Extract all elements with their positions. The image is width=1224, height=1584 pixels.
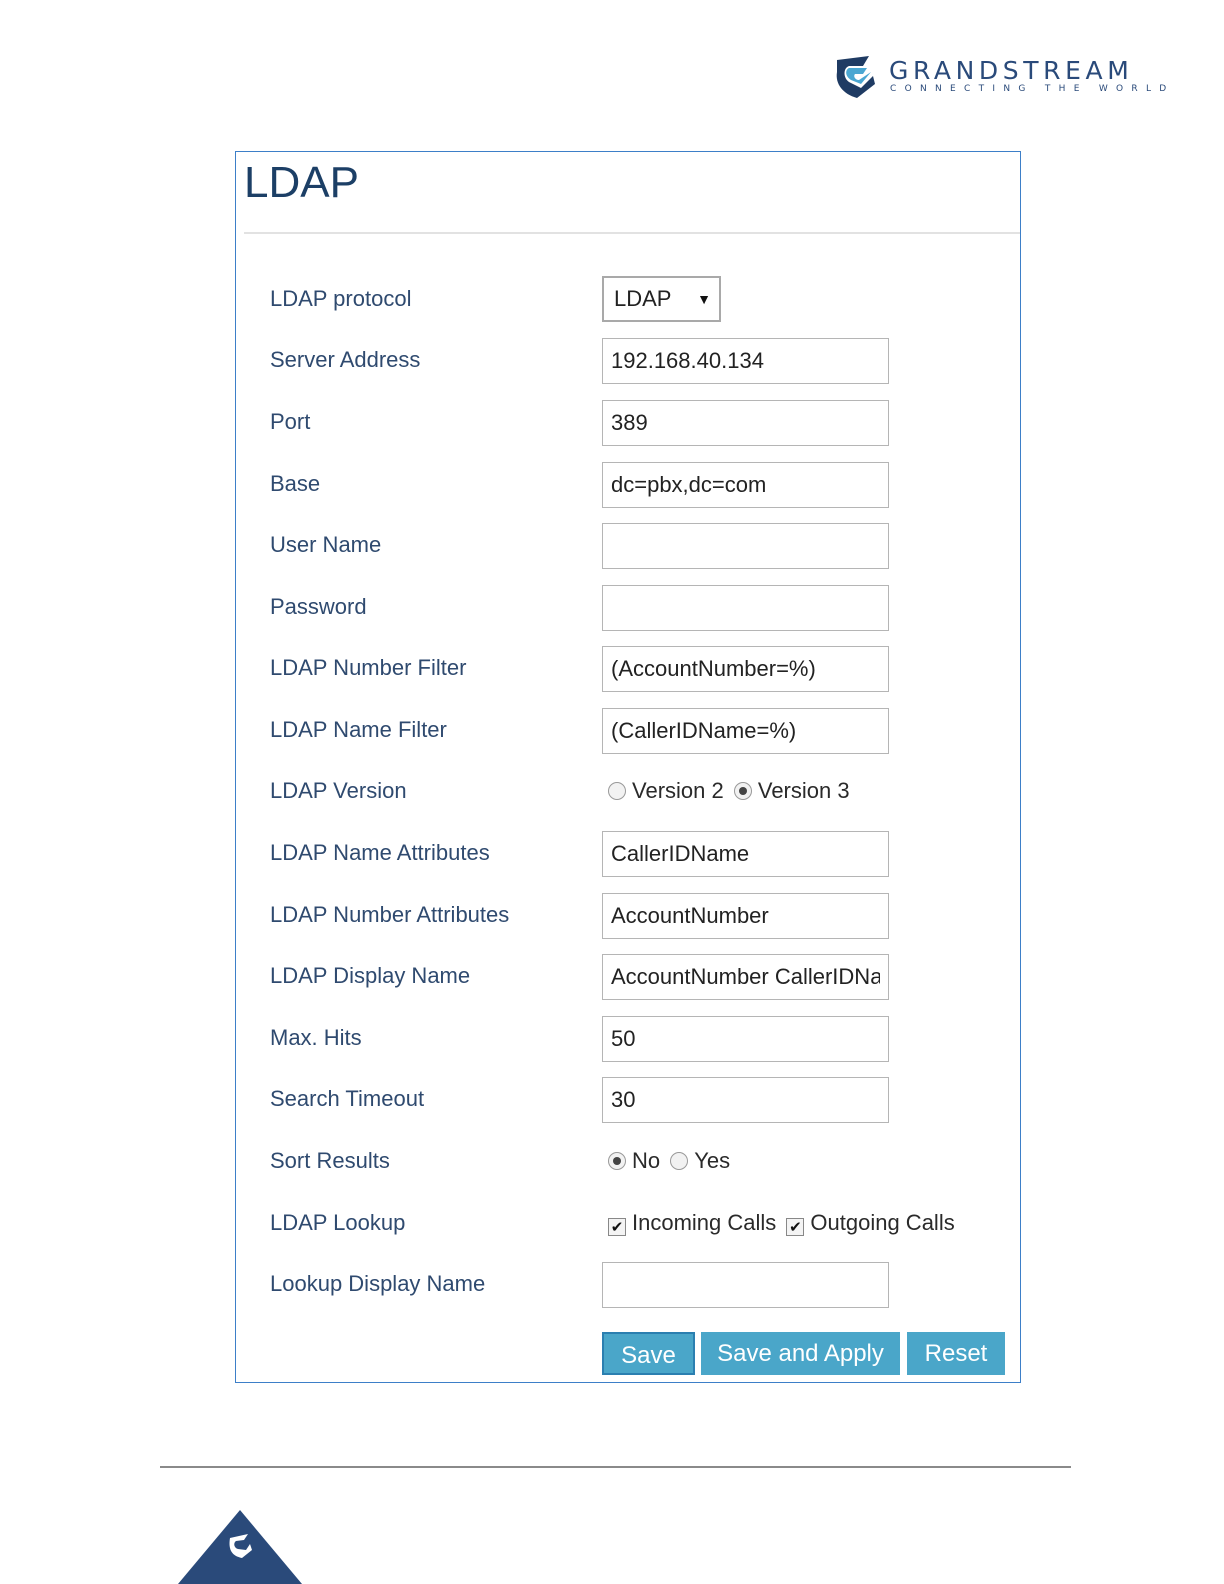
incoming-calls-label: Incoming Calls <box>632 1210 777 1235</box>
password-label: Password <box>270 594 367 619</box>
port-label: Port <box>270 409 311 434</box>
sort-yes-option[interactable] <box>670 1136 730 1186</box>
server-address-input[interactable] <box>602 338 889 384</box>
row-ldap-protocol <box>236 274 1022 324</box>
sort-yes-label: Yes <box>694 1148 731 1173</box>
chevron-down-icon: ▼ <box>697 291 711 307</box>
number-attributes-input[interactable] <box>602 893 889 939</box>
outgoing-calls-option[interactable] <box>786 1198 954 1248</box>
footer-divider <box>160 1466 1071 1468</box>
row-number-filter <box>236 643 1022 693</box>
base-input[interactable] <box>602 462 889 508</box>
max-hits-input[interactable] <box>602 1016 889 1062</box>
row-name-filter <box>236 705 1022 755</box>
save-button[interactable]: Save <box>602 1332 695 1375</box>
version-2-label: Version 2 <box>632 778 724 803</box>
lookup-display-name-label: Lookup Display Name <box>270 1271 486 1296</box>
title-divider <box>244 232 1020 234</box>
outgoing-calls-label: Outgoing Calls <box>810 1210 955 1235</box>
name-attributes-input[interactable] <box>602 831 889 877</box>
save-and-apply-button[interactable]: Save and Apply <box>701 1332 900 1375</box>
sort-no-option[interactable] <box>608 1136 660 1186</box>
row-display-name <box>236 951 1022 1001</box>
brand-tagline: CONNECTING THE WORLD <box>890 84 1175 94</box>
display-name-input[interactable] <box>602 954 889 1000</box>
row-name-attributes <box>236 828 1022 878</box>
ldap-lookup-options <box>608 1198 959 1248</box>
user-name-input[interactable] <box>602 523 889 569</box>
grandstream-logo-icon <box>833 54 879 100</box>
row-sort-results <box>236 1136 1022 1186</box>
ldap-protocol-value: LDAP <box>614 286 672 311</box>
number-filter-input[interactable] <box>602 646 889 692</box>
ldap-protocol-select[interactable] <box>602 276 721 322</box>
page-title: LDAP <box>244 158 359 207</box>
grandstream-logo <box>833 54 1175 100</box>
version-2-radio[interactable] <box>608 782 626 800</box>
port-input[interactable] <box>602 400 889 446</box>
search-timeout-input[interactable] <box>602 1077 889 1123</box>
name-attributes-label: LDAP Name Attributes <box>270 840 490 865</box>
ldap-panel <box>235 151 1021 1383</box>
search-timeout-label: Search Timeout <box>270 1086 425 1111</box>
brand-name: GRANDSTREAM <box>889 56 1134 85</box>
display-name-label: LDAP Display Name <box>270 963 471 988</box>
grandstream-footer-icon <box>178 1510 302 1584</box>
ldap-version-options <box>608 766 854 816</box>
row-ldap-version <box>236 766 1022 816</box>
row-port <box>236 397 1022 447</box>
user-name-label: User Name <box>270 532 382 557</box>
number-attributes-label: LDAP Number Attributes <box>270 902 510 927</box>
name-filter-input[interactable] <box>602 708 889 754</box>
row-ldap-lookup <box>236 1198 1022 1248</box>
incoming-calls-checkbox[interactable]: ✔ <box>608 1218 626 1236</box>
row-lookup-display-name <box>236 1259 1022 1309</box>
row-password <box>236 582 1022 632</box>
server-address-label: Server Address <box>270 347 421 372</box>
base-label: Base <box>270 471 321 496</box>
row-base <box>236 459 1022 509</box>
version-3-radio[interactable] <box>734 782 752 800</box>
outgoing-calls-checkbox[interactable]: ✔ <box>786 1218 804 1236</box>
max-hits-label: Max. Hits <box>270 1025 362 1050</box>
version-3-label: Version 3 <box>757 778 850 803</box>
sort-results-options <box>608 1136 734 1186</box>
row-number-attributes <box>236 890 1022 940</box>
sort-no-label: No <box>632 1148 661 1173</box>
ldap-lookup-label: LDAP Lookup <box>270 1210 406 1235</box>
ldap-protocol-label: LDAP protocol <box>270 286 412 311</box>
reset-button[interactable]: Reset <box>907 1332 1005 1375</box>
sort-results-label: Sort Results <box>270 1148 390 1173</box>
incoming-calls-option[interactable] <box>608 1198 776 1248</box>
lookup-display-name-input[interactable] <box>602 1262 889 1308</box>
name-filter-label: LDAP Name Filter <box>270 717 447 742</box>
number-filter-label: LDAP Number Filter <box>270 655 467 680</box>
row-user-name <box>236 520 1022 570</box>
version-2-option[interactable] <box>608 766 724 816</box>
sort-yes-radio[interactable] <box>670 1152 688 1170</box>
version-3-option[interactable] <box>734 766 850 816</box>
sort-no-radio[interactable] <box>608 1152 626 1170</box>
row-max-hits <box>236 1013 1022 1063</box>
row-search-timeout <box>236 1074 1022 1124</box>
ldap-version-label: LDAP Version <box>270 778 407 803</box>
password-input[interactable] <box>602 585 889 631</box>
row-server-address <box>236 335 1022 385</box>
